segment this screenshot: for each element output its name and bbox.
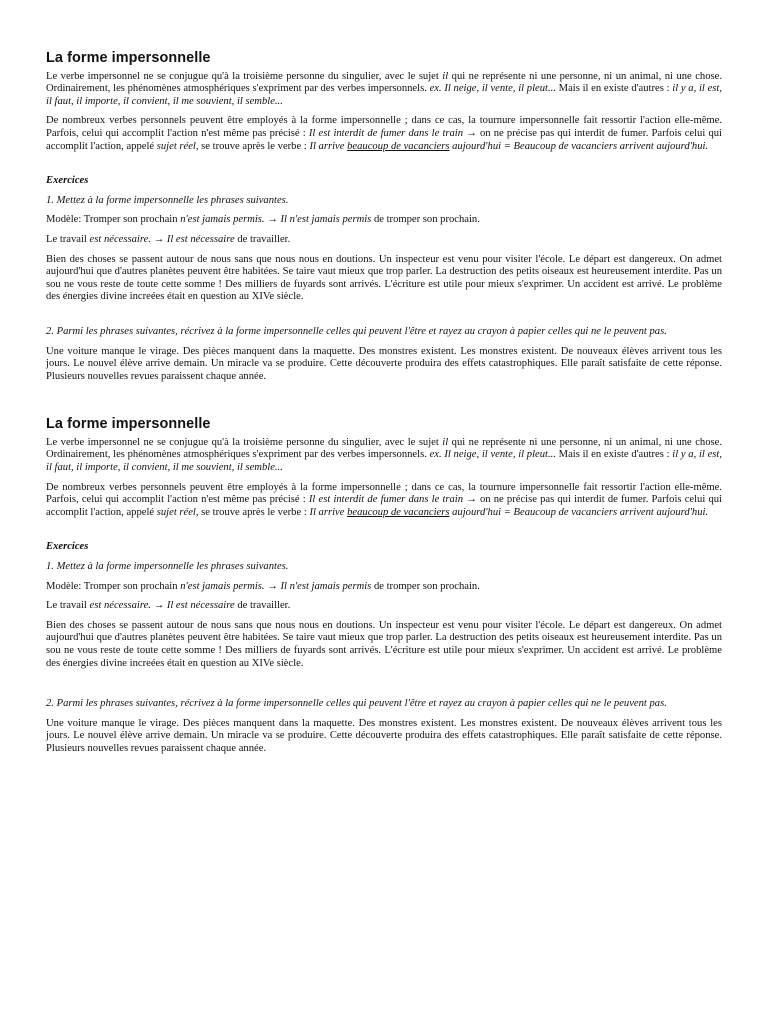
intro-paragraph-2 — [46, 115, 722, 153]
text-run-italic: sujet réel, — [156, 140, 199, 152]
document-page — [46, 52, 722, 763]
text-run: → on ne précise pas qui interdit de fumer. Parfois celui qui accomplit l'action, appelé — [46, 494, 722, 518]
example-italic: aujourd'hui = Beaucoup de vacanciers arrivent aujourd'hui. — [449, 140, 709, 152]
text-run: De nombreux verbes personnels peuvent être employés à la forme impersonnelle ; dans ce cas, la tournure impersonnelle fait ressortir l'action elle-même. Parfois, celui qui accomplit l'action n'est même pas précisé : — [46, 115, 722, 139]
intro-paragraph-1 — [46, 71, 722, 109]
section-title: La forme impersonnelle — [46, 416, 211, 433]
verb-list-italic: il y a, il est, il faut, il importe, il convient, il me souvient, il semble... — [46, 449, 722, 474]
underlined-example: beaucoup de vacanciers — [347, 506, 450, 518]
text-run: Le verbe impersonnel ne se conjugue qu'à la troisième personne du singulier, avec le sujet — [46, 436, 443, 448]
exercise-1-instruction: 1. Mettez à la forme impersonnelle les phrases suivantes. — [46, 561, 289, 573]
model-line: Modèle: Tromper son prochain n'est jamais permis. → Il n'est jamais permis de tromper son prochain. — [46, 580, 480, 592]
arrow-icon: → — [150, 600, 167, 612]
lesson-section — [46, 418, 722, 755]
text-run: → on ne précise pas qui interdit de fumer. Parfois celui qui accomplit l'action, appelé — [46, 127, 722, 152]
text-run-italic: il — [442, 70, 449, 82]
section-title: La forme impersonnelle — [46, 50, 211, 66]
model-line-2: Le travail est nécessaire. → Il est nécessaire de travailler. — [46, 233, 291, 245]
text-run-italic: sujet réel, — [156, 506, 199, 518]
model-line-2: Le travail est nécessaire. → Il est nécessaire de travailler. — [46, 600, 291, 612]
intro-paragraph-1 — [46, 437, 722, 475]
exercise-2-text: Une voiture manque le virage. Des pièces manquent dans la maquette. Des monstres existent. Les monstres existent. De nouveaux élèves arrivent tous les jours. Le nouvel élève arrive demain. Un miracle va se produire. Cette découverte produira des effets catastrophiques. Elle paraît satisfaite de cette réponse. Plusieurs nouvelles revues paraissent chaque année. — [46, 717, 722, 754]
example-italic: Il arrive — [309, 140, 348, 152]
arrow-icon: → — [150, 233, 167, 245]
arrow-icon: → — [264, 580, 281, 592]
exercise-2-text: Une voiture manque le virage. Des pièces manquent dans la maquette. Des monstres existent. Les monstres existent. De nouveaux élèves arrivent tous les jours. Le nouvel élève arrive demain. Un miracle va se produire. Cette découverte produira des effets catastrophiques. Elle paraît satisfaite de cette réponse. Plusieurs nouvelles revues paraissent chaque année. — [46, 345, 722, 382]
arrow-icon: → — [264, 214, 281, 226]
text-run: se trouve après le verbe : — [198, 140, 310, 152]
text-run: Le verbe impersonnel ne se conjugue qu'à la troisième personne du singulier, avec le sujet — [46, 70, 443, 82]
verb-list-italic: il y a, il est, il faut, il importe, il convient, il me souvient, il semble... — [46, 83, 722, 107]
underlined-example: beaucoup de vacanciers — [347, 140, 450, 152]
exercises-title: Exercices — [46, 175, 89, 187]
example-italic: Il arrive — [309, 506, 348, 518]
exercises-title: Exercices — [46, 541, 89, 553]
example-italic: ex. Il neige, il vente, il pleut... — [429, 83, 556, 95]
exercise-1-text: Bien des choses se passent autour de nous sans que nous nous en doutions. Un inspecteur est venu pour visiter l'école. Le départ est dangereux. On admet aujourd'hui que d'autres planètes peuvent être habitées. Se taire vaut mieux que trop parler. La destruction des petits oiseaux est heureusement interdite. Pas un sou ne vous reste de toute cette somme ! Des milliers de fuyards sont arrivés. L'écriture est utile pour mieux s'exprimer. Un accident est arrivé. Le problème des énergies divine increées était en question au XIVe siècle. — [46, 619, 722, 669]
text-run: qui ne représente ni une personne, ni un animal, ni une chose. Ordinairement, les phénomènes atmosphériques s'expriment par des verbes impersonnels. — [46, 436, 722, 461]
exercise-2-instruction: 2. Parmi les phrases suivantes, récrivez à la forme impersonnelle celles qui peuvent l'être et rayez au crayon à papier celles qui ne le peuvent pas. — [46, 698, 667, 710]
exercise-2-instruction: 2. Parmi les phrases suivantes, récrivez à la forme impersonnelle celles qui peuvent l'être et rayez au crayon à papier celles qui ne le peuvent pas. — [46, 325, 667, 337]
model-line: Modèle: Tromper son prochain n'est jamais permis. → Il n'est jamais permis de tromper son prochain. — [46, 214, 480, 226]
exercise-1-text: Bien des choses se passent autour de nous sans que nous nous en doutions. Un inspecteur est venu pour visiter l'école. Le départ est dangereux. On admet aujourd'hui que d'autres planètes peuvent être habitées. Se taire vaut mieux que trop parler. La destruction des petits oiseaux est heureusement interdite. Pas un sou ne vous reste de toute cette somme ! Des milliers de fuyards sont arrivés. L'écriture est utile pour mieux s'exprimer. Un accident est arrivé. Le problème des énergies divine increées était en question au XIVe siècle. — [46, 253, 722, 303]
text-run: se trouve après le verbe : — [198, 506, 310, 518]
lesson-section — [46, 52, 722, 383]
text-run: qui ne représente ni une personne, ni un animal, ni une chose. Ordinairement, les phénomènes atmosphériques s'expriment par des verbes impersonnels. — [46, 70, 722, 95]
text-run: Mais il en existe d'autres : — [555, 83, 673, 95]
intro-paragraph-2 — [46, 482, 722, 520]
text-run: Mais il en existe d'autres : — [555, 449, 673, 461]
text-run: De nombreux verbes personnels peuvent être employés à la forme impersonnelle ; dans ce cas, la tournure impersonnelle fait ressortir l'action elle-même. Parfois, celui qui accomplit l'action n'est même pas précisé : — [46, 481, 722, 506]
example-italic: Il est interdit de fumer dans le train — [308, 494, 464, 506]
example-italic: Il est interdit de fumer dans le train — [308, 127, 464, 139]
example-italic: aujourd'hui = Beaucoup de vacanciers arrivent aujourd'hui. — [449, 506, 709, 518]
example-italic: ex. Il neige, il vente, il pleut... — [429, 449, 556, 461]
text-run-italic: il — [442, 436, 449, 448]
exercise-1-instruction: 1. Mettez à la forme impersonnelle les phrases suivantes. — [46, 194, 289, 206]
